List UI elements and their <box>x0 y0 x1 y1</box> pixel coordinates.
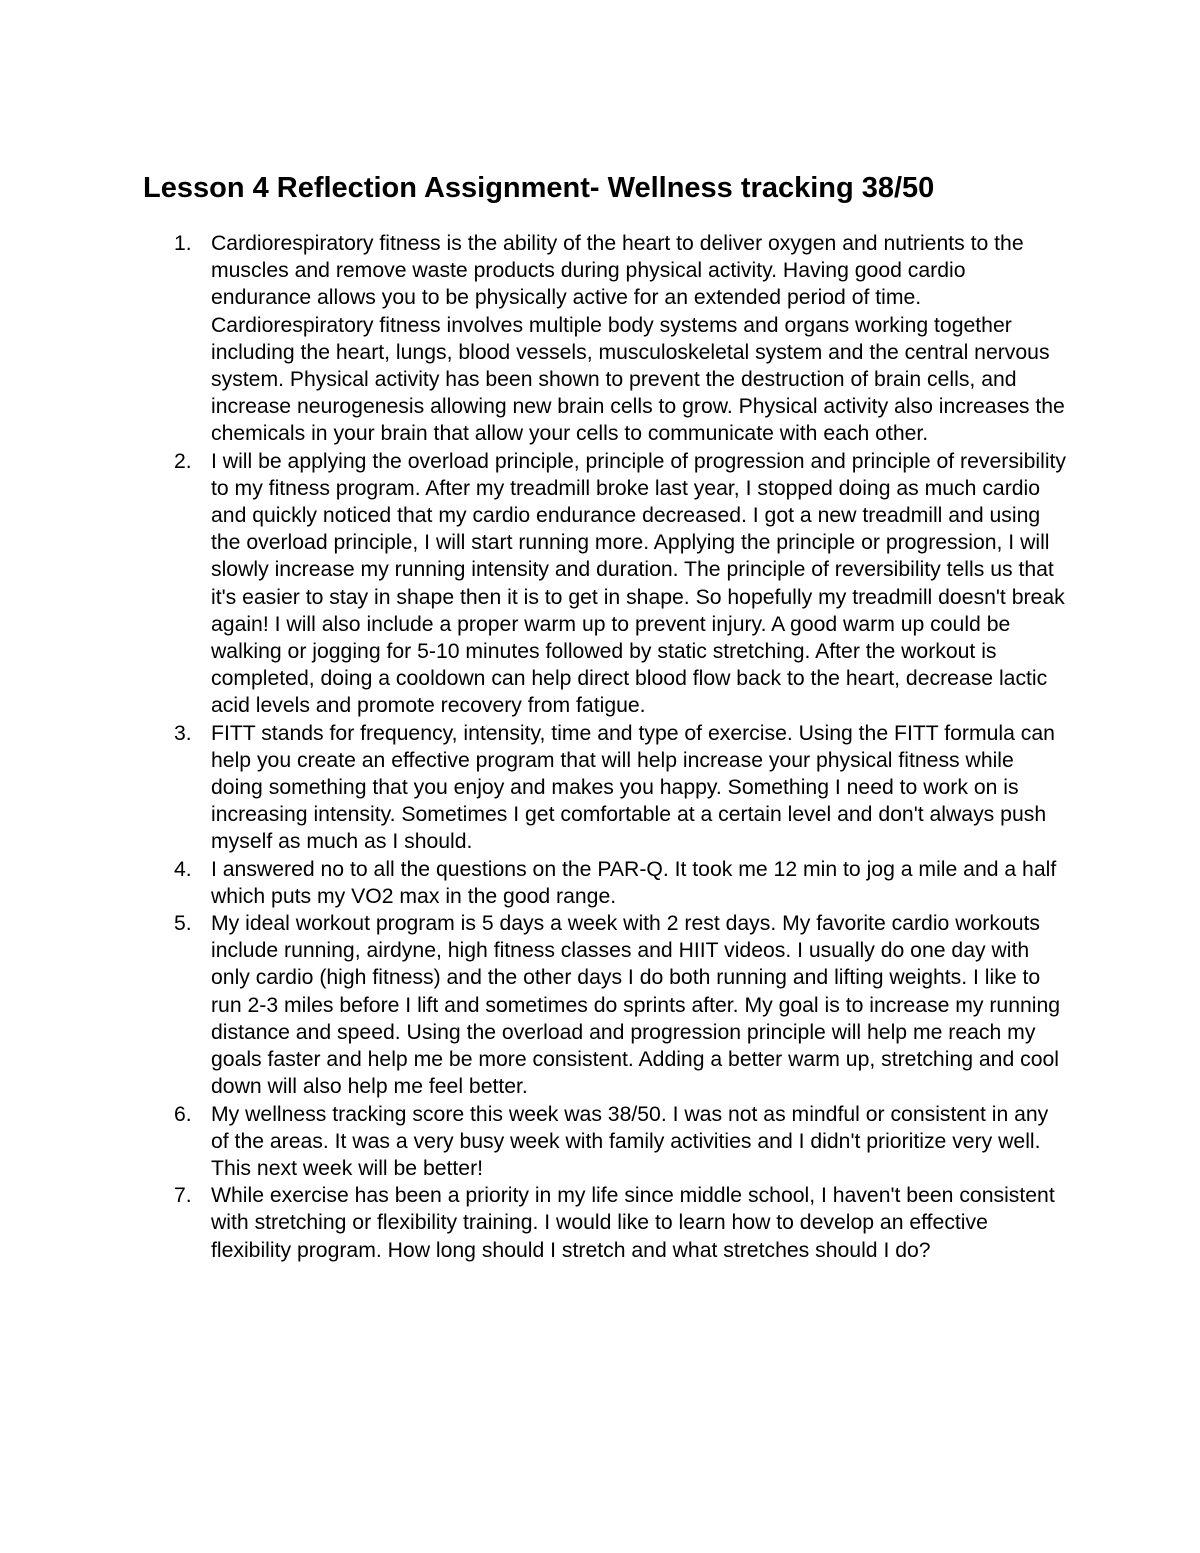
answer-text: My ideal workout program is 5 days a week with 2 rest days. My favorite cardio workouts include running, airdyne, high fitness classes and HIIT videos. I usually do one day with only cardio (high fitness) and the other days I do both running and lifting weights. I like to run 2-3 miles before I lift and sometimes do sprints after. My goal is to increase my running distance and speed. Using the overload and progression principle will help me reach my goals faster and help me be more consistent. Adding a better warm up, stretching and cool down will also help me feel better. <box>211 912 1061 1099</box>
answer-number: 5. <box>174 912 192 936</box>
answer-number: 1. <box>174 232 192 255</box>
answer-item-2 <box>174 448 1067 720</box>
answer-text: I will be applying the overload principle, principle of progression and principle of reversibility to my fitness program. After my treadmill broke last year, I stopped doing as much cardio and quickly noticed that my cardio endurance decreased. I got a new treadmill and using the overload principle, I will start running more. Applying the principle or progression, I will slowly increase my running intensity and duration. The principle of reversibility tells us that it's easier to stay in shape then it is to get in shape. So hopefully my treadmill doesn't break again! I will also include a proper warm up to prevent injury. A good warm up could be walking or jogging for 5-10 minutes followed by static stretching. After the workout is completed, doing a cooldown can help direct blood flow back to the heart, decrease lactic acid levels and promote recovery from fatigue. <box>211 449 1067 718</box>
answer-item-5 <box>174 910 1067 1100</box>
answer-number: 7. <box>174 1184 192 1208</box>
answer-item-3 <box>174 720 1067 856</box>
answer-number: 2. <box>174 449 192 473</box>
answer-text: I answered no to all the questions on the PAR-Q. It took me 12 min to jog a mile and a half which puts my VO2 max in the good range. <box>211 857 1057 908</box>
answer-number: 3. <box>174 721 192 745</box>
answer-item-1 <box>174 230 1067 448</box>
answer-item-4 <box>174 856 1067 910</box>
answer-number: 6. <box>174 1102 192 1126</box>
answer-item-6 <box>174 1101 1067 1183</box>
answer-list <box>174 230 1067 1264</box>
answer-text: Cardiorespiratory fitness is the ability of the heart to deliver oxygen and nutrients to the muscles and remove waste products during physical activity. Having good cardio endurance allows you to be physically active for an extended period of time. Cardiorespiratory fitness involves multiple body systems and organs working together including the heart, lungs, blood vessels, musculoskeletal system and the central nervous system. Physical activity has been shown to prevent the destruction of brain cells, and increase neurogenesis allowing new brain cells to grow. Physical activity also increases the chemicals in your brain that allow your cells to communicate with each other. <box>211 232 1065 446</box>
answer-text: My wellness tracking score this week was 38/50. I was not as mindful or consistent in any of the areas. It was a very busy week with family activities and I didn't prioritize very well. This next week will be better! <box>211 1102 1049 1180</box>
answer-number: 4. <box>174 857 192 881</box>
document-title: Lesson 4 Reflection Assignment- Wellness tracking 38/50 <box>143 172 935 204</box>
answer-text: FITT stands for frequency, intensity, time and type of exercise. Using the FITT formula can help you create an effective program that will help increase your physical fitness while doing something that you enjoy and makes you happy. Something I need to work on is increasing intensity. Sometimes I get comfortable at a certain level and don't always push myself as much as I should. <box>211 721 1055 854</box>
answer-item-7 <box>174 1182 1067 1264</box>
answer-text: While exercise has been a priority in my life since middle school, I haven't been consistent with stretching or flexibility training. I would like to learn how to develop an effective flexibility program. How long should I stretch and what stretches should I do? <box>211 1184 1055 1262</box>
